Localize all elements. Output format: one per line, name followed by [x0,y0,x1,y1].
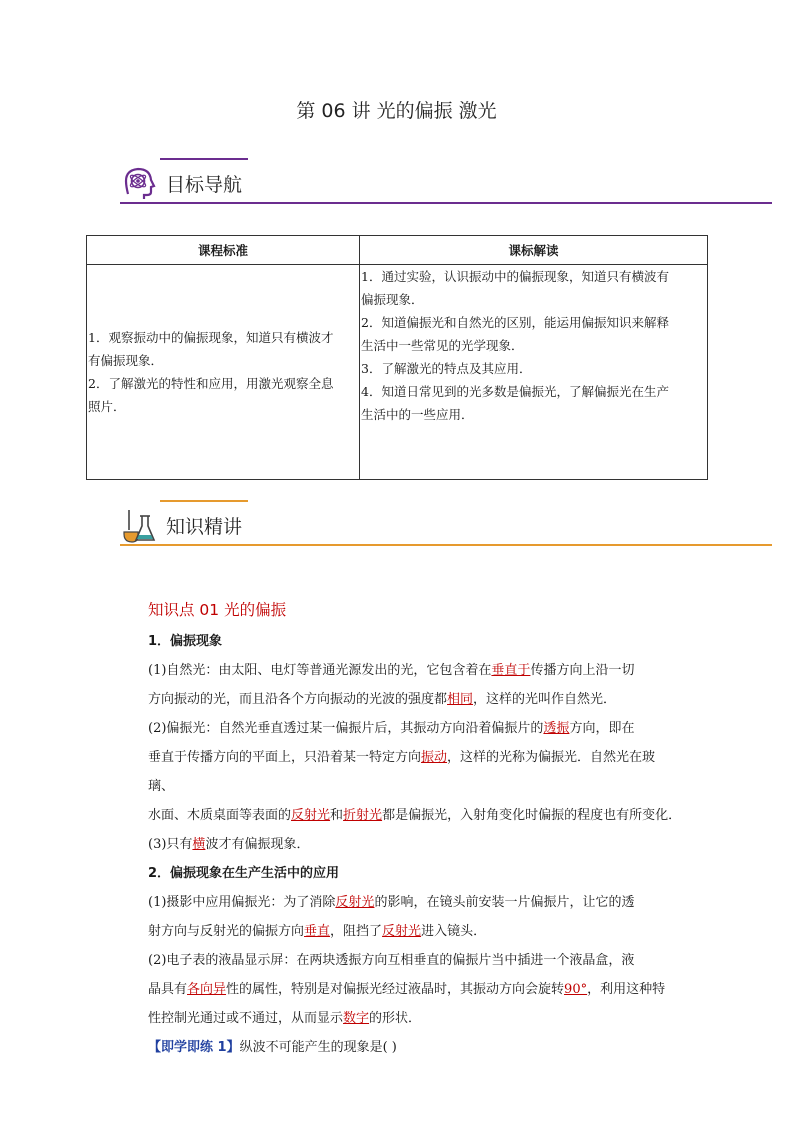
text-line: 照片． [88,399,126,414]
text-line: 有偏振现象． [88,353,164,368]
practice-question [148,1033,678,1062]
text: 晶具有 [148,982,188,997]
practice-text: 纵波不可能产生的现象是( ) [239,1040,397,1055]
text-line [148,946,678,975]
text: 进入镜头． [421,924,487,939]
text-line: 偏振现象． [361,292,424,307]
subheading: 2．偏振现象在生产生活中的应用 [148,866,340,881]
divider [120,202,772,204]
text: 都是偏振光，入射角变化时偏振的程度也有所变化． [382,808,682,823]
page-title: 第 06 讲 光的偏振 激光 [296,100,497,122]
brain-icon [120,164,158,202]
text-line: 生活中的一些应用． [361,407,474,422]
text-line: 1．观察振动中的偏振现象，知道只有横波才 [88,330,334,345]
standards-table [86,235,708,480]
table-header: 课程标准 [87,236,360,265]
text: 的影响，在镜头前安装一片偏振片，让它的透 [374,895,635,910]
text-line [148,1004,678,1033]
text: (2)电子表的液晶显示屏：在两块透振方向互相垂直的偏振片当中插进一个液晶盒，液 [148,953,635,968]
answer-blank: 90° [564,982,588,997]
text: 的形状． [369,1011,422,1026]
paragraph-lcd [148,946,678,1033]
table-cell-standards [87,265,360,480]
answer-blank: 透振 [543,721,570,736]
answer-blank: 折射光 [343,808,383,823]
text: (1)摄影中应用偏振光：为了消除 [148,895,336,910]
answer-blank: 横 [192,837,206,852]
answer-blank: 相同 [447,692,474,707]
answer-blank: 振动 [421,750,448,765]
answer-blank: 垂直 [304,924,331,939]
text-line: 4．知道日常见到的光多数是偏振光，了解偏振光在生产 [361,384,669,399]
text: ，这样的光叫作自然光． [473,692,617,707]
text-line: 3．了解激光的特点及其应用． [361,361,532,376]
practice-tag: 【即学即练 1】 [148,1040,240,1055]
table-header: 课标解读 [360,236,708,265]
answer-blank: 垂直于 [491,663,531,678]
text-line: 2．知道偏振光和自然光的区别，能运用偏振知识来解释 [361,315,669,330]
text-line [148,888,678,917]
text: (3)只有 [148,837,193,852]
text-line: 1．通过实验，认识振动中的偏振现象，知道只有横波有 [361,269,669,284]
answer-blank: 反射光 [291,808,331,823]
paragraph-natural-light [148,656,678,714]
text-line [148,801,682,830]
subheading: 1．偏振现象 [148,634,223,649]
section-header-knowledge [120,500,772,546]
flask-icon [120,506,158,544]
text-line: 2．了解激光的特性和应用，用激光观察全息 [88,376,334,391]
knowledge-body [148,627,682,1062]
answer-blank: 各向异 [187,982,227,997]
text-line [148,714,678,743]
answer-blank: 反射光 [335,895,375,910]
text: 垂直于传播方向的平面上，只沿着某一特定方向 [148,750,422,765]
section-title: 目标导航 [166,174,243,196]
text: ，这样的光称为偏振光．自然光在玻璃、 [148,750,656,794]
section-title: 知识精讲 [166,516,243,538]
text: ，阻挡了 [330,924,383,939]
text-line [148,685,678,714]
text: 方向振动的光，而且沿各个方向振动的光波的强度都 [148,692,448,707]
divider [160,158,248,160]
table-cell-interpretation [360,265,708,480]
text: 方向，即在 [569,721,635,736]
knowledge-point-title: 知识点 01 光的偏振 [148,601,287,619]
divider [120,544,772,546]
text: 性的属性，特别是对偏振光经过液晶时，其振动方向会旋转 [226,982,565,997]
text: 射方向与反射光的偏振方向 [148,924,305,939]
text: 和 [330,808,344,823]
text: 传播方向上沿一切 [530,663,635,678]
text: (2)偏振光：自然光垂直透过某一偏振片后，其振动方向沿着偏振片的 [148,721,544,736]
paragraph-polarized-light [148,714,682,830]
text: 水面、木质桌面等表面的 [148,808,292,823]
answer-blank: 反射光 [382,924,422,939]
text-line [148,917,678,946]
text-line [148,656,678,685]
answer-blank: 数字 [343,1011,370,1026]
divider [160,500,248,502]
text: ，利用这种特 [587,982,666,997]
text: 波才有偏振现象． [205,837,310,852]
text-line [148,830,678,859]
section-header-goals [120,158,772,204]
text: 性控制光通过或不通过，从而显示 [148,1011,344,1026]
text-line: 生活中一些常见的光学现象． [361,338,524,353]
text-line [148,975,678,1004]
text: (1)自然光：由太阳、电灯等普通光源发出的光，它包含着在 [148,663,492,678]
text-line [148,743,678,801]
paragraph-photography [148,888,678,946]
